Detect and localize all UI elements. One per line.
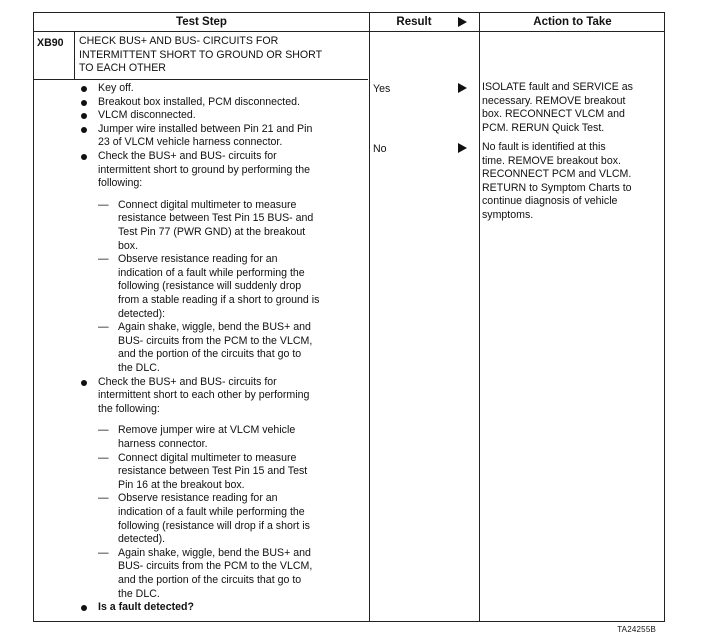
sub-line: harness connector. <box>118 437 208 450</box>
dash-marker: — <box>98 546 109 559</box>
bullet-line: 23 of VLCM vehicle harness connector. <box>98 136 283 149</box>
sub-line: from a stable reading if a short to ground is <box>118 293 320 306</box>
sub-item <box>118 452 368 493</box>
action-line: necessary. REMOVE breakout <box>482 94 626 107</box>
sub-line: resistance between Test Pin 15 BUS- and <box>118 212 314 225</box>
bullet-line: Check the BUS+ and BUS- circuits for <box>98 375 277 388</box>
sub-item <box>118 424 368 451</box>
col-divider <box>369 13 370 621</box>
bullet-icon <box>81 380 87 386</box>
bullet-line: VLCM disconnected. <box>98 109 196 122</box>
title-divider <box>34 79 368 80</box>
action-line: box. RECONNECT VLCM and <box>482 108 625 121</box>
col-divider <box>479 13 480 621</box>
sub-line: detected): <box>118 307 166 320</box>
bullet-line: following: <box>98 177 143 190</box>
action-yes <box>482 81 664 135</box>
sub-line: Remove jumper wire at VLCM vehicle <box>118 424 296 437</box>
sub-line: Connect digital multimeter to measure <box>118 198 297 211</box>
sub-line: Test Pin 77 (PWR GND) at the breakout <box>118 225 306 238</box>
sub-line: BUS- circuits from the PCM to the VLCM, <box>118 560 313 573</box>
action-line: RETURN to Symptom Charts to <box>482 181 632 194</box>
sub-line: detected). <box>118 533 166 546</box>
result-yes: Yes <box>373 83 391 95</box>
bullet-icon <box>81 113 87 119</box>
bullet-line: Jumper wire installed between Pin 21 and Pin <box>98 122 313 135</box>
bullet-line: intermittent short to ground by performing the <box>98 163 310 176</box>
diagnostic-table <box>33 12 665 622</box>
action-line: No fault is identified at this <box>482 141 606 153</box>
bullet-item <box>98 96 368 110</box>
sub-line: and the portion of the circuits that go to <box>118 348 302 361</box>
sub-line: and the portion of the circuits that go to <box>118 573 302 586</box>
dash-marker: — <box>98 424 109 437</box>
bullet-icon <box>81 127 87 133</box>
step-title-line: CHECK BUS+ AND BUS- CIRCUITS FOR <box>79 35 279 47</box>
dash-marker: — <box>98 492 109 505</box>
sub-item <box>118 547 368 601</box>
bullet-line: Key off. <box>98 82 134 94</box>
bullet-item <box>98 150 368 191</box>
bullet-icon <box>81 86 87 92</box>
sub-line: Again shake, wiggle, bend the BUS+ and <box>118 321 311 334</box>
action-no <box>482 141 664 223</box>
step-title-line: INTERMITTENT SHORT TO GROUND OR SHORT <box>79 48 323 61</box>
action-line: time. REMOVE breakout box. <box>482 154 621 167</box>
sub-line: the DLC. <box>118 361 160 374</box>
header-test-step: Test Step <box>176 16 227 28</box>
sub-line: following (resistance will suddenly drop <box>118 280 302 293</box>
bullet-item: Is a fault detected? <box>98 601 194 614</box>
dash-marker: — <box>98 253 109 266</box>
sub-line: Pin 16 at the breakout box. <box>118 478 245 491</box>
sub-item <box>118 321 368 375</box>
figure-id: TA24255B <box>617 625 656 634</box>
step-title <box>79 35 364 76</box>
header-divider <box>34 31 664 32</box>
dash-marker: — <box>98 198 109 211</box>
arrow-icon <box>458 83 467 93</box>
sub-line: Observe resistance reading for an <box>118 253 278 266</box>
bullet-line: Check the BUS+ and BUS- circuits for <box>98 150 277 162</box>
bullet-item <box>98 376 368 417</box>
action-line: RECONNECT PCM and VLCM. <box>482 168 632 181</box>
bullet-icon <box>81 154 87 160</box>
bullet-item <box>98 109 368 123</box>
sub-line: Connect digital multimeter to measure <box>118 451 297 464</box>
dash-marker: — <box>98 321 109 334</box>
sub-line: resistance between Test Pin 15 and Test <box>118 465 308 478</box>
arrow-icon <box>458 143 467 153</box>
arrow-icon <box>458 17 467 27</box>
step-title-line: TO EACH OTHER <box>79 62 166 75</box>
sub-line: indication of a fault while performing the <box>118 505 305 518</box>
result-no: No <box>373 143 387 155</box>
code-divider <box>74 31 75 79</box>
action-line: ISOLATE fault and SERVICE as <box>482 81 633 93</box>
action-line: continue diagnosis of vehicle <box>482 195 618 208</box>
header-result: Result <box>396 16 432 28</box>
sub-line: indication of a fault while performing the <box>118 266 305 279</box>
bullet-item <box>98 82 368 96</box>
action-line: PCM. RERUN Quick Test. <box>482 121 605 134</box>
dash-marker: — <box>98 451 109 464</box>
bullet-icon <box>81 605 87 611</box>
bullet-line: Breakout box installed, PCM disconnected. <box>98 95 300 108</box>
sub-item <box>118 253 368 321</box>
bullet-icon <box>81 100 87 106</box>
bullet-line: the following: <box>98 402 160 415</box>
sub-line: box. <box>118 239 139 252</box>
sub-line: Observe resistance reading for an <box>118 492 278 505</box>
header-action: Action to Take <box>533 16 612 28</box>
sub-item <box>118 492 368 546</box>
sub-item <box>118 199 368 253</box>
action-line: symptoms. <box>482 208 534 221</box>
bullet-item <box>98 123 368 150</box>
sub-line: the DLC. <box>118 587 160 600</box>
bullet-line: intermittent short to each other by performing <box>98 389 310 402</box>
step-code: XB90 <box>37 37 64 49</box>
sub-line: following (resistance will drop if a short is <box>118 519 310 532</box>
sub-line: BUS- circuits from the PCM to the VLCM, <box>118 334 313 347</box>
sub-line: Again shake, wiggle, bend the BUS+ and <box>118 546 311 559</box>
